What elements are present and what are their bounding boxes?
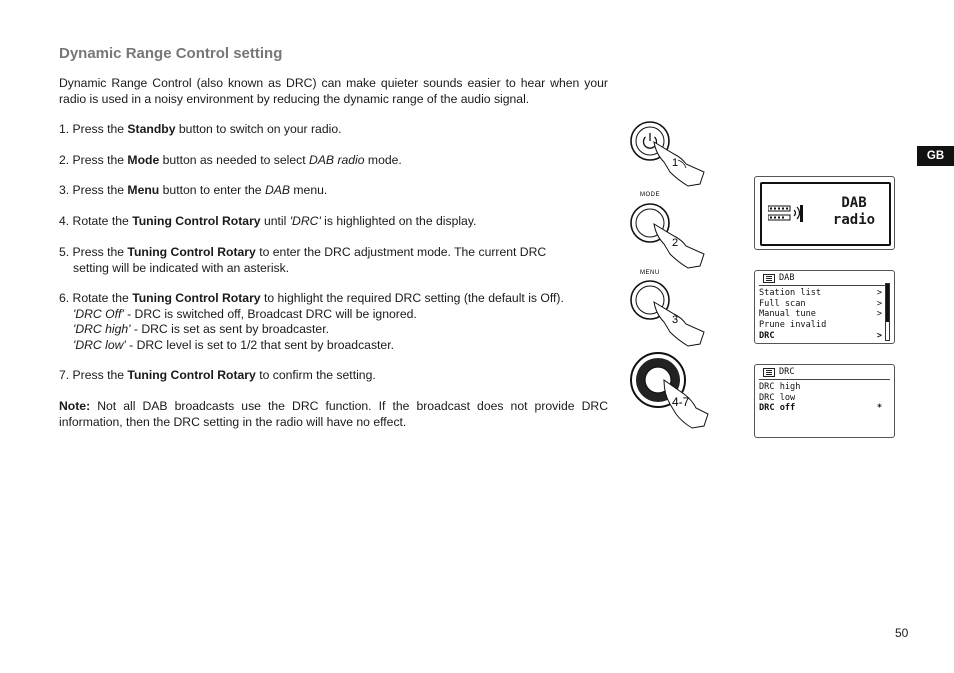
intro-paragraph: Dynamic Range Control (also known as DRC) can make quieter sounds easier to hear when your radio is used in a noisy environment by reducing the dynamic range of the audio signal. (59, 76, 608, 106)
display-screen-drc-menu (754, 364, 895, 438)
list-item: Prune invalid (759, 320, 827, 331)
mode-label: MODE (640, 192, 660, 198)
step-2: 2. Press the Mode button as needed to select DAB radio mode. (59, 153, 402, 167)
menu-icon (763, 274, 775, 283)
step-3: 3. Press the Menu button to enter the DAB menu. (59, 183, 328, 197)
screen-line-dab: DAB (841, 195, 867, 211)
step-1: 1. Press the Standby button to switch on your radio. (59, 122, 342, 136)
page-number: 50 (895, 626, 909, 640)
note: Note: Not all DAB broadcasts use the DRC function. If the broadcast does not provide DRC information, then the DRC setting in the radio will have no effect. (59, 399, 608, 429)
hand-pointer-icon (654, 224, 704, 268)
button-illustrations (626, 118, 716, 438)
display-screen-dab-radio (754, 176, 895, 250)
list-item-selected: DRC off * (759, 403, 882, 414)
signal-strength-icon (768, 204, 808, 226)
drc-low-desc: 'DRC low' - DRC level is set to 1/2 that sent by broadcaster. (73, 337, 394, 352)
page-title: Dynamic Range Control setting (59, 45, 283, 62)
lcd-frame (760, 182, 891, 246)
screen-header: DRC (779, 367, 795, 377)
drc-high-desc: 'DRC high' - DRC is set as sent by broadcaster. (73, 322, 329, 336)
step-6: 6. Rotate the Tuning Control Rotary to highlight the required DRC setting (the default is Off). 'DRC Off' - DRC is switched off, Broadcast DRC will be ignored. 'DRC high' - DRC is set as sent by broadcaster. 'DRC low' - DRC level is set to 1/2 that sent by broadcaster. (59, 291, 608, 353)
mode-step-number: 2 (672, 237, 679, 249)
list-item: DRC low (759, 392, 796, 403)
screen-header: DAB (779, 273, 795, 283)
list-item-selected: DRC > (759, 330, 882, 341)
list-item: DRC high (759, 381, 801, 392)
hand-pointer-icon (654, 142, 704, 186)
menu-step-number: 3 (672, 314, 679, 326)
menu-icon (763, 368, 775, 377)
step-7: 7. Press the Tuning Control Rotary to confirm the setting. (59, 368, 376, 382)
list-item: Station list > (759, 287, 882, 298)
standby-step-number: 1 (672, 157, 679, 169)
rotary-step-number: 4-7 (672, 395, 690, 409)
screen-line-radio: radio (832, 212, 876, 228)
hand-pointer-icon (654, 302, 704, 346)
list-item: Manual tune > (759, 309, 882, 320)
scrollbar (885, 283, 890, 341)
menu-label: MENU (640, 270, 660, 276)
language-tab: GB (917, 146, 954, 166)
list-item: Full scan > (759, 298, 882, 309)
drc-off-desc: 'DRC Off' - DRC is switched off, Broadcast DRC will be ignored. (73, 306, 417, 321)
step-4: 4. Rotate the Tuning Control Rotary until 'DRC' is highlighted on the display. (59, 214, 477, 228)
display-screen-dab-menu (754, 270, 895, 344)
step-5: 5. Press the Tuning Control Rotary to enter the DRC adjustment mode. The current DRC setting will be indicated with an asterisk. (59, 245, 547, 275)
